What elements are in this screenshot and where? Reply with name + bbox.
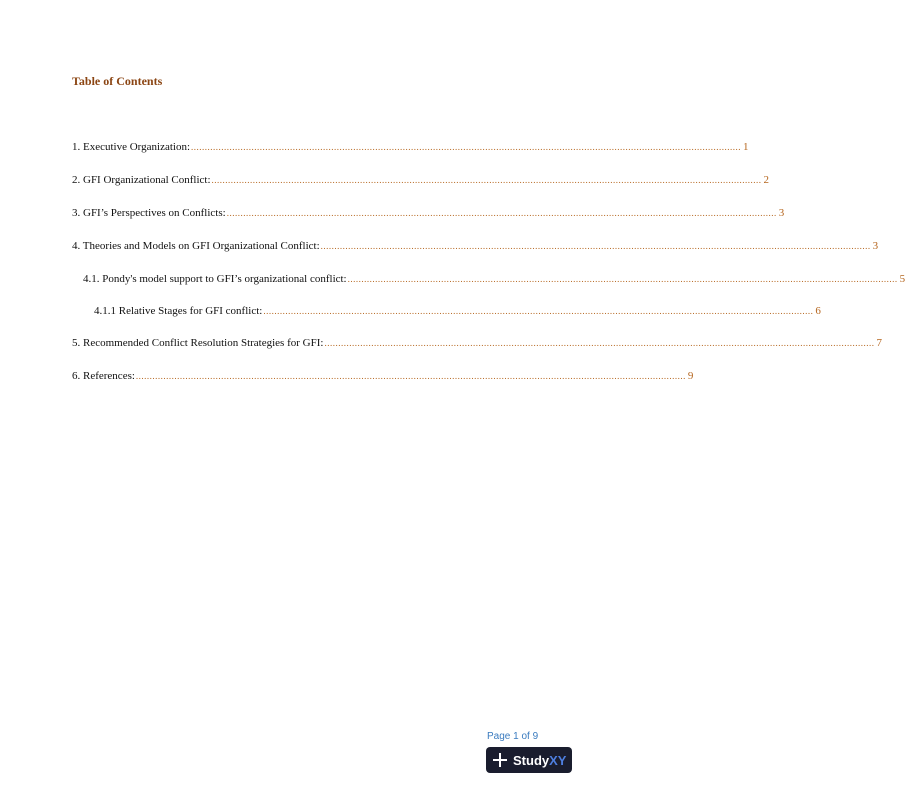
toc-entry-page: 2	[763, 174, 769, 186]
toc-heading: Table of Contents	[72, 74, 163, 88]
toc-entry-references[interactable]	[72, 369, 694, 383]
toc-entry-title: 4. Theories and Models on GFI Organizational Conflict:	[72, 240, 320, 252]
toc-entry-page: 6	[815, 305, 821, 317]
toc-entry-resolution-strategies[interactable]	[72, 336, 882, 350]
brand-name-primary: Study	[513, 752, 550, 768]
page-number: Page 1 of 9	[487, 731, 539, 742]
toc-entry-perspectives[interactable]	[72, 206, 785, 220]
toc-entry-title: 3. GFI’s Perspectives on Conflicts:	[72, 207, 226, 219]
toc-entry-relative-stages[interactable]	[94, 304, 821, 318]
brand-name-accent: XY	[549, 752, 567, 768]
plus-icon	[493, 753, 507, 767]
toc-dot-leader: ........................................................................................................................................................................................................	[320, 241, 871, 251]
toc-entry-page: 3	[778, 207, 785, 219]
toc-entry-page: 5	[899, 273, 905, 285]
toc-dot-leader: ........................................................................................................................................................................................................	[324, 338, 875, 348]
toc-dot-leader: ........................................................................................................................................................................................................	[191, 142, 742, 152]
toc-entry-title: 1. Executive Organization:	[72, 141, 191, 153]
toc-entry-page: 7	[876, 337, 882, 349]
toc-entry-page: 1	[743, 141, 749, 153]
toc-dot-leader: ........................................................................................................................................................................................................	[211, 175, 762, 185]
toc-dot-leader: ........................................................................................................................................................................................................	[263, 306, 814, 316]
toc-entry-pondys-model[interactable]	[83, 272, 905, 286]
toc-entry-title: 4.1.1 Relative Stages for GFI conflict:	[94, 305, 263, 317]
toc-dot-leader: ........................................................................................................................................................................................................	[135, 371, 686, 381]
brand-logo[interactable]	[486, 747, 572, 773]
toc-dot-leader: ........................................................................................................................................................................................................	[347, 274, 898, 284]
toc-entry-title: 5. Recommended Conflict Resolution Strategies for GFI:	[72, 337, 324, 349]
toc-entry-page: 3	[872, 240, 879, 252]
toc-entry-page: 9	[687, 370, 694, 382]
toc-entry-organizational-conflict[interactable]	[72, 173, 769, 187]
toc-entry-executive-organization[interactable]	[72, 140, 749, 154]
toc-entry-title: 4.1. Pondy's model support to GFI’s organizational conflict:	[83, 273, 347, 285]
toc-entry-theories-models[interactable]	[72, 239, 879, 253]
toc-entry-title: 6. References:	[72, 370, 135, 382]
toc-entry-title: 2. GFI Organizational Conflict:	[72, 174, 211, 186]
toc-dot-leader: ........................................................................................................................................................................................................	[226, 208, 777, 218]
